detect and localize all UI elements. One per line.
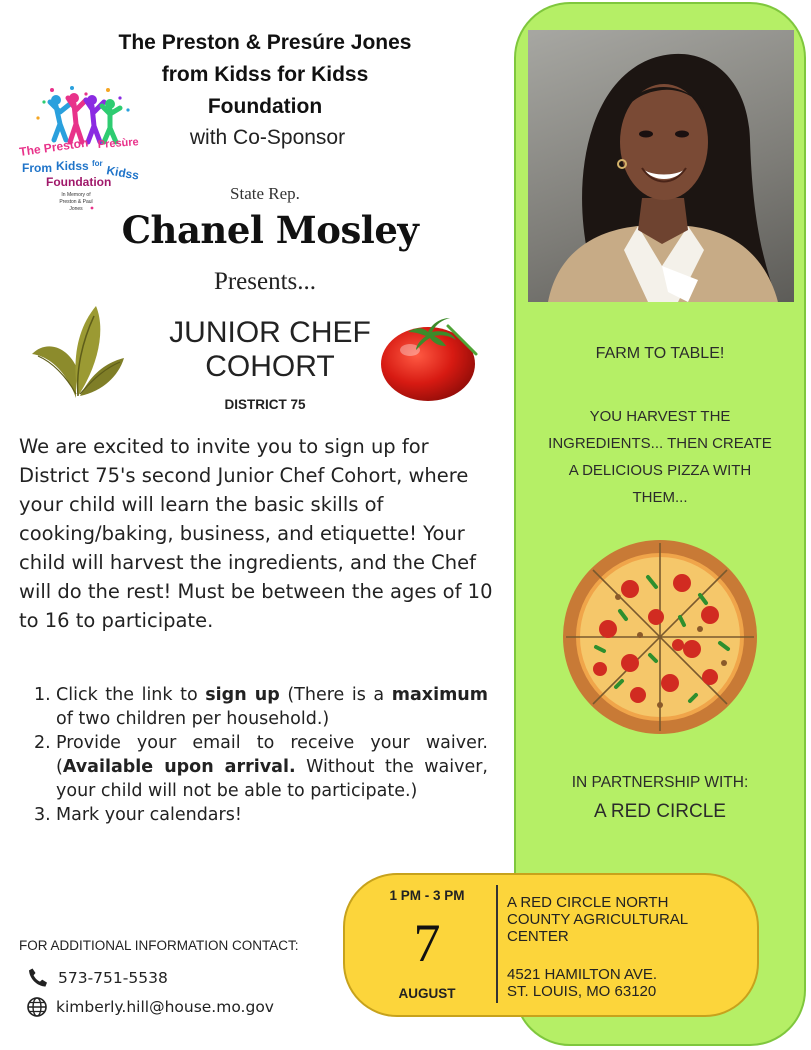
portrait-illustration <box>528 30 794 302</box>
logo-memorial: Preston & Paul <box>59 199 93 205</box>
harvest-description <box>530 403 790 511</box>
rep-portrait <box>528 30 794 302</box>
venue-line: A RED CIRCLE NORTH <box>507 894 669 911</box>
logo-text: Presùre <box>97 136 140 151</box>
district-label: DISTRICT 75 <box>224 397 306 412</box>
tomato-icon <box>376 316 482 402</box>
org-title-line: from Kidss for Kidss <box>161 63 369 86</box>
globe-icon <box>26 996 48 1018</box>
harvest-line: INGREDIENTS... THEN CREATE <box>548 435 772 452</box>
step-number: 1. <box>34 685 51 705</box>
phone-icon <box>26 966 50 990</box>
sign-up-link[interactable]: sign up <box>205 685 280 705</box>
logo-text: The Preston <box>18 135 90 159</box>
harvest-line: THEM... <box>632 489 688 506</box>
contact-phone[interactable] <box>26 966 168 990</box>
program-title-line: COHORT <box>205 350 335 383</box>
presents-text: Presents... <box>213 268 317 295</box>
address-line: 4521 HAMILTON AVE. <box>507 966 658 983</box>
address-line: ST. LOUIS, MO 63120 <box>507 983 657 1000</box>
logo-text: Foundation <box>46 175 112 189</box>
logo-memorial: In Memory of <box>61 192 91 198</box>
harvest-line: YOU HARVEST THE <box>589 408 731 425</box>
venue-name <box>507 894 747 945</box>
step-text: Click the link to sign up (There is a maximum of two children per household.) <box>56 685 488 729</box>
step-text: Provide your email to receive your waiver. (Available upon arrival. Without the waiver, your child will not be able to participate.) <box>56 733 488 801</box>
venue-line: CENTER <box>507 928 569 945</box>
contact-email[interactable] <box>26 996 274 1018</box>
harvest-line: A DELICIOUS PIZZA WITH <box>568 462 752 479</box>
step-number: 2. <box>34 733 51 753</box>
venue-line: COUNTY AGRICULTURAL <box>507 911 689 928</box>
step-text: Mark your calendars! <box>56 805 242 825</box>
state-rep-label: State Rep. <box>230 184 300 203</box>
org-title-line: Foundation <box>207 95 323 118</box>
cosponsor-text: with Co-Sponsor <box>189 126 346 149</box>
steps-list <box>34 683 488 827</box>
leaf-icon <box>26 300 126 404</box>
email-address[interactable]: kimberly.hill@house.mo.gov <box>56 998 274 1016</box>
event-month: AUGUST <box>398 986 456 1001</box>
partnership-label: IN PARTNERSHIP WITH: <box>571 774 749 791</box>
logo-text: for <box>92 159 103 168</box>
logo-text: Kidss <box>56 159 89 173</box>
step-item <box>34 731 488 803</box>
event-day: 7 <box>413 913 441 973</box>
step-item <box>34 683 488 731</box>
pizza-icon <box>560 537 760 737</box>
farm-to-table-text: FARM TO TABLE! <box>595 345 725 362</box>
logo-text: Kidss <box>105 163 141 183</box>
event-divider <box>496 885 498 1003</box>
contact-title: FOR ADDITIONAL INFORMATION CONTACT: <box>19 938 299 953</box>
event-time: 1 PM - 3 PM <box>389 888 465 903</box>
org-title-line: The Preston & Presúre Jones <box>118 31 412 54</box>
intro-paragraph: We are excited to invite you to sign up for District 75's second Junior Chef Cohort, where your child will learn the basic skills of cooking/baking, business, and etiquette! Your child will harvest the ingredients, and the Chef will do the rest! Must be between the ages of 10 to 16 to participate. <box>19 435 493 632</box>
rep-name: Chanel Mosley <box>121 208 419 252</box>
program-title <box>130 316 410 384</box>
program-title-line: JUNIOR CHEF <box>169 316 371 349</box>
phone-number[interactable]: 573-751-5538 <box>58 969 168 987</box>
venue-address <box>507 966 747 1000</box>
partner-name: A RED CIRCLE <box>594 801 726 822</box>
step-item <box>34 803 488 827</box>
step-number: 3. <box>34 805 51 825</box>
logo-memorial: Jones <box>69 206 83 212</box>
logo-text: From <box>22 161 52 175</box>
